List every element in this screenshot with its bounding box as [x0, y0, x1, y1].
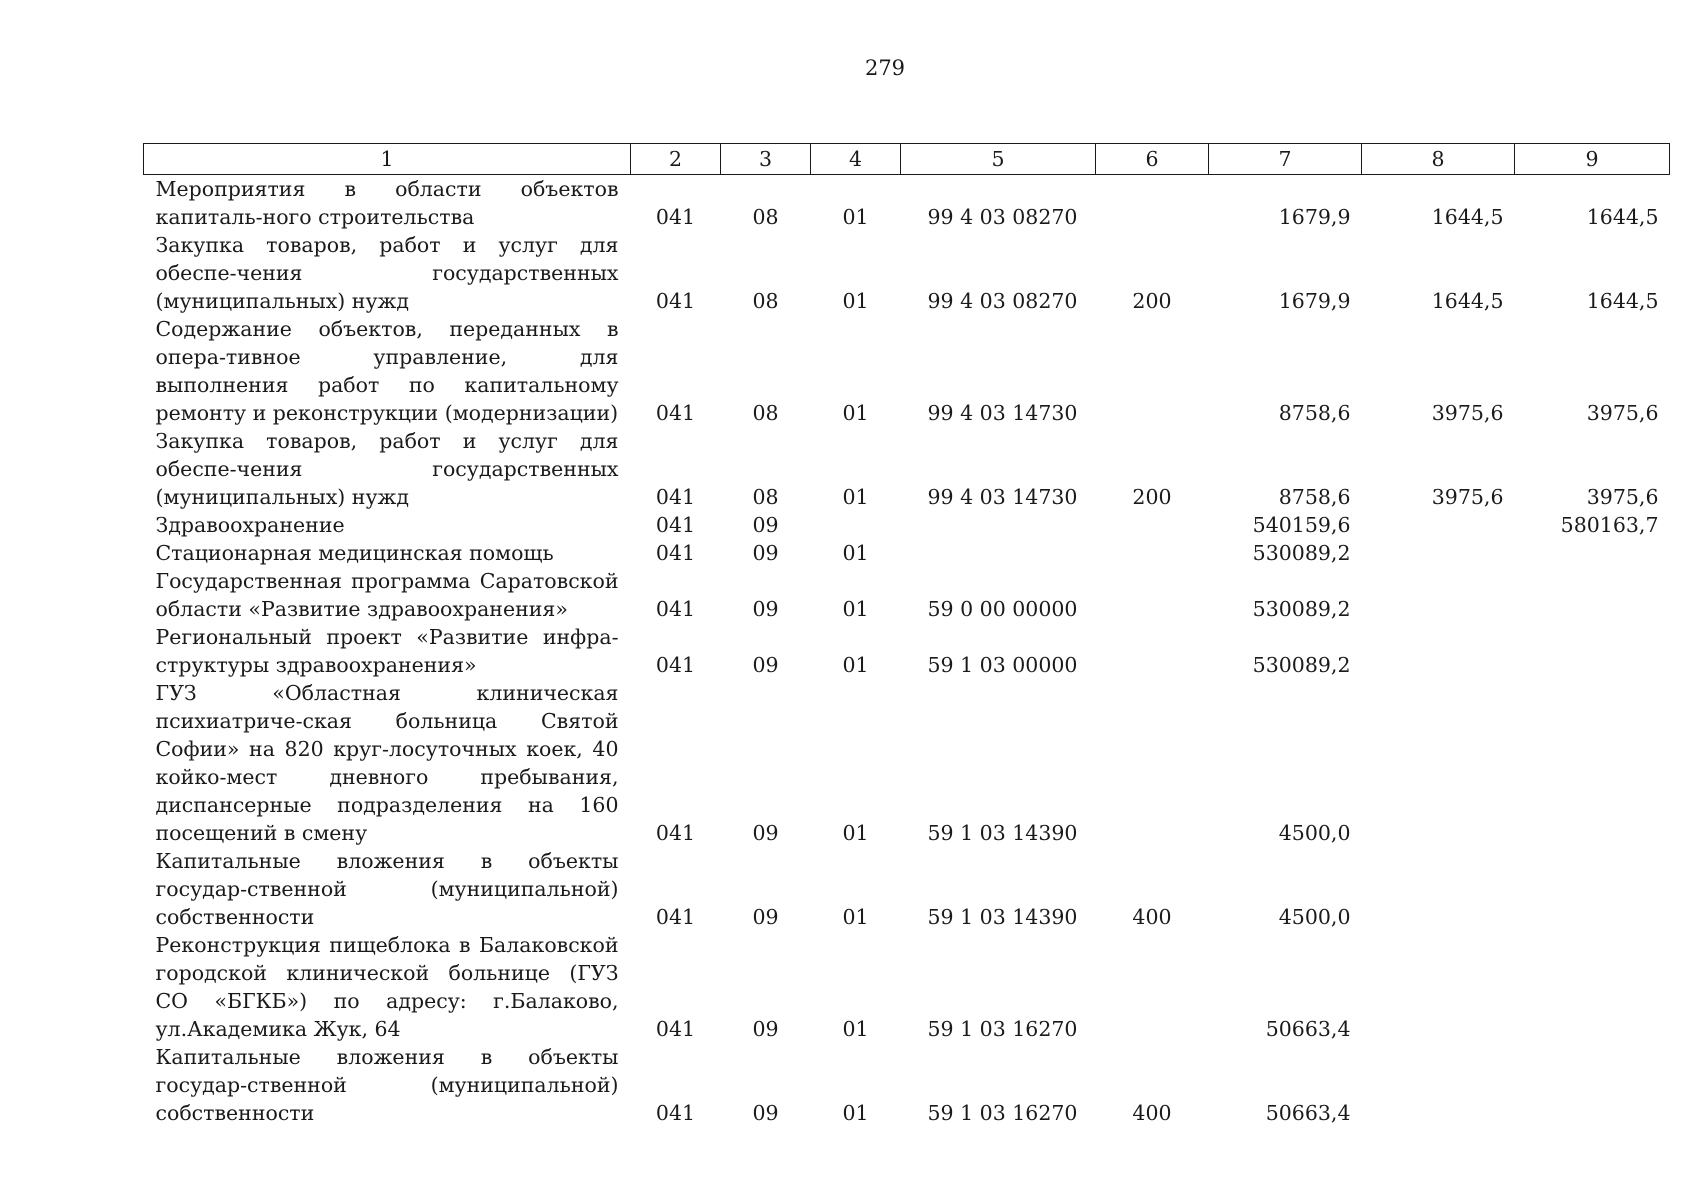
row-amount-col9: 3975,6	[1586, 401, 1659, 425]
row-expense-type: 400	[1132, 905, 1172, 929]
row-target-article: 59 1 03 16270	[927, 1101, 1078, 1125]
header-cell-2: 2	[631, 144, 721, 175]
row-ministry-code: 041	[655, 821, 696, 845]
table-row	[144, 511, 1670, 539]
row-name: Капитальные вложения в объекты государ-ственной (муниципальной) собственности	[155, 1045, 619, 1125]
table-row	[144, 931, 1670, 1043]
row-section-code: 09	[752, 513, 779, 537]
row-ministry-code: 041	[655, 905, 696, 929]
header-cell-3: 3	[721, 144, 811, 175]
row-section-code: 08	[752, 205, 779, 229]
row-amount-col8	[1362, 679, 1515, 847]
row-subsection-code: 01	[842, 821, 869, 845]
row-section-code: 09	[752, 905, 779, 929]
row-name: Капитальные вложения в объекты государ-ственной (муниципальной) собственности	[155, 849, 619, 929]
row-amount-col7: 1679,9	[1278, 289, 1351, 313]
row-amount-col7: 1679,9	[1278, 205, 1351, 229]
header-cell-8: 8	[1362, 144, 1515, 175]
row-expense-type	[1096, 931, 1209, 1043]
row-amount-col8	[1362, 931, 1515, 1043]
row-target-article: 99 4 03 08270	[927, 205, 1078, 229]
row-amount-col8	[1362, 511, 1515, 539]
row-ministry-code: 041	[655, 1017, 696, 1041]
row-amount-col7: 530089,2	[1252, 541, 1351, 565]
table-row	[144, 231, 1670, 315]
row-amount-col9	[1515, 539, 1670, 567]
row-amount-col9	[1515, 623, 1670, 679]
row-amount-col9	[1515, 679, 1670, 847]
table-row	[144, 539, 1670, 567]
row-subsection-code: 01	[842, 597, 869, 621]
row-amount-col8	[1362, 847, 1515, 931]
row-target-article: 59 1 03 00000	[927, 653, 1078, 677]
row-section-code: 08	[752, 289, 779, 313]
table-row	[144, 315, 1670, 427]
row-target-article: 99 4 03 14730	[927, 485, 1078, 509]
row-name: Закупка товаров, работ и услуг для обеспе-чения государственных (муниципальных) нужд	[155, 429, 619, 509]
row-ministry-code: 041	[655, 541, 696, 565]
row-amount-col7: 8758,6	[1278, 401, 1351, 425]
row-target-article	[901, 511, 1096, 539]
row-amount-col8	[1362, 539, 1515, 567]
row-target-article	[901, 539, 1096, 567]
row-subsection-code: 01	[842, 401, 869, 425]
header-cell-7: 7	[1209, 144, 1362, 175]
row-section-code: 08	[752, 485, 779, 509]
row-section-code: 09	[752, 1017, 779, 1041]
row-target-article: 59 0 00 00000	[927, 597, 1078, 621]
header-cell-5: 5	[901, 144, 1096, 175]
row-amount-col9	[1515, 567, 1670, 623]
row-name: ГУЗ «Областная клиническая психиатриче-ская больница Святой Софии» на 820 круг-лосуточных коек, 40 койко-мест дневного пребывания, диспансерные подразделения на 160 посещений в смену	[155, 681, 619, 845]
header-cell-4: 4	[811, 144, 901, 175]
row-amount-col7: 50663,4	[1265, 1017, 1351, 1041]
table-row	[144, 679, 1670, 847]
header-cell-1: 1	[144, 144, 631, 175]
row-amount-col7: 50663,4	[1265, 1101, 1351, 1125]
table-row	[144, 847, 1670, 931]
row-expense-type: 200	[1132, 289, 1172, 313]
row-name: Закупка товаров, работ и услуг для обеспе-чения государственных (муниципальных) нужд	[155, 233, 619, 313]
row-section-code: 09	[752, 541, 779, 565]
row-section-code: 09	[752, 821, 779, 845]
row-expense-type	[1096, 539, 1209, 567]
row-amount-col8: 1644,5	[1431, 289, 1504, 313]
row-amount-col7: 530089,2	[1252, 597, 1351, 621]
row-name: Государственная программа Саратовской области «Развитие здравоохранения»	[155, 569, 619, 621]
row-target-article: 59 1 03 14390	[927, 905, 1078, 929]
row-target-article: 59 1 03 14390	[927, 821, 1078, 845]
header-cell-9: 9	[1515, 144, 1670, 175]
row-subsection-code: 01	[842, 1101, 869, 1125]
table-row	[144, 623, 1670, 679]
row-amount-col9: 580163,7	[1560, 513, 1659, 537]
row-expense-type	[1096, 679, 1209, 847]
budget-table	[143, 143, 1670, 1127]
row-ministry-code: 041	[655, 485, 696, 509]
row-name: Стационарная медицинская помощь	[155, 541, 554, 565]
row-ministry-code: 041	[655, 401, 696, 425]
row-amount-col7: 4500,0	[1278, 905, 1351, 929]
row-ministry-code: 041	[655, 289, 696, 313]
row-name: Региональный проект «Развитие инфра-структуры здравоохранения»	[155, 625, 619, 677]
row-section-code: 08	[752, 401, 779, 425]
row-expense-type: 400	[1132, 1101, 1172, 1125]
row-target-article: 59 1 03 16270	[927, 1017, 1078, 1041]
row-expense-type	[1096, 623, 1209, 679]
row-name: Содержание объектов, переданных в опера-тивное управление, для выполнения работ по капитальному ремонту и реконструкции (модернизации)	[155, 317, 619, 425]
header-cell-6: 6	[1096, 144, 1209, 175]
row-expense-type: 200	[1132, 485, 1172, 509]
row-expense-type	[1096, 567, 1209, 623]
table-row	[144, 1043, 1670, 1127]
row-amount-col9: 3975,6	[1586, 485, 1659, 509]
row-target-article: 99 4 03 08270	[927, 289, 1078, 313]
page-number: 279	[864, 56, 906, 80]
row-amount-col8	[1362, 623, 1515, 679]
row-amount-col7: 530089,2	[1252, 653, 1351, 677]
table-row	[144, 175, 1670, 232]
row-target-article: 99 4 03 14730	[927, 401, 1078, 425]
table-body	[144, 175, 1670, 1128]
row-subsection-code: 01	[842, 905, 869, 929]
row-subsection-code: 01	[842, 653, 869, 677]
row-name: Здравоохранение	[155, 513, 345, 537]
row-name: Мероприятия в области объектов капиталь-ного строительства	[155, 177, 619, 229]
row-subsection-code: 01	[842, 485, 869, 509]
row-ministry-code: 041	[655, 597, 696, 621]
row-amount-col7: 540159,6	[1252, 513, 1351, 537]
row-amount-col8: 3975,6	[1431, 485, 1504, 509]
row-subsection-code	[811, 511, 901, 539]
row-ministry-code: 041	[655, 1101, 696, 1125]
row-amount-col8	[1362, 1043, 1515, 1127]
row-amount-col7: 4500,0	[1278, 821, 1351, 845]
row-expense-type	[1096, 175, 1209, 232]
row-section-code: 09	[752, 597, 779, 621]
row-subsection-code: 01	[842, 289, 869, 313]
row-ministry-code: 041	[655, 653, 696, 677]
row-ministry-code: 041	[655, 205, 696, 229]
row-amount-col9	[1515, 931, 1670, 1043]
row-amount-col8: 1644,5	[1431, 205, 1504, 229]
row-name: Реконструкция пищеблока в Балаковской городской клинической больнице (ГУЗ СО «БГКБ») по адресу: г.Балаково, ул.Академика Жук, 64	[155, 933, 619, 1041]
row-amount-col8	[1362, 567, 1515, 623]
row-subsection-code: 01	[842, 1017, 869, 1041]
header-row	[144, 144, 1670, 175]
row-ministry-code: 041	[655, 513, 696, 537]
row-subsection-code: 01	[842, 205, 869, 229]
table-row	[144, 567, 1670, 623]
row-subsection-code: 01	[842, 541, 869, 565]
table-row	[144, 427, 1670, 511]
row-section-code: 09	[752, 1101, 779, 1125]
row-expense-type	[1096, 315, 1209, 427]
row-amount-col9: 1644,5	[1586, 289, 1659, 313]
row-expense-type	[1096, 511, 1209, 539]
row-amount-col9	[1515, 847, 1670, 931]
row-section-code: 09	[752, 653, 779, 677]
row-amount-col9	[1515, 1043, 1670, 1127]
row-amount-col9: 1644,5	[1586, 205, 1659, 229]
row-amount-col8: 3975,6	[1431, 401, 1504, 425]
row-amount-col7: 8758,6	[1278, 485, 1351, 509]
